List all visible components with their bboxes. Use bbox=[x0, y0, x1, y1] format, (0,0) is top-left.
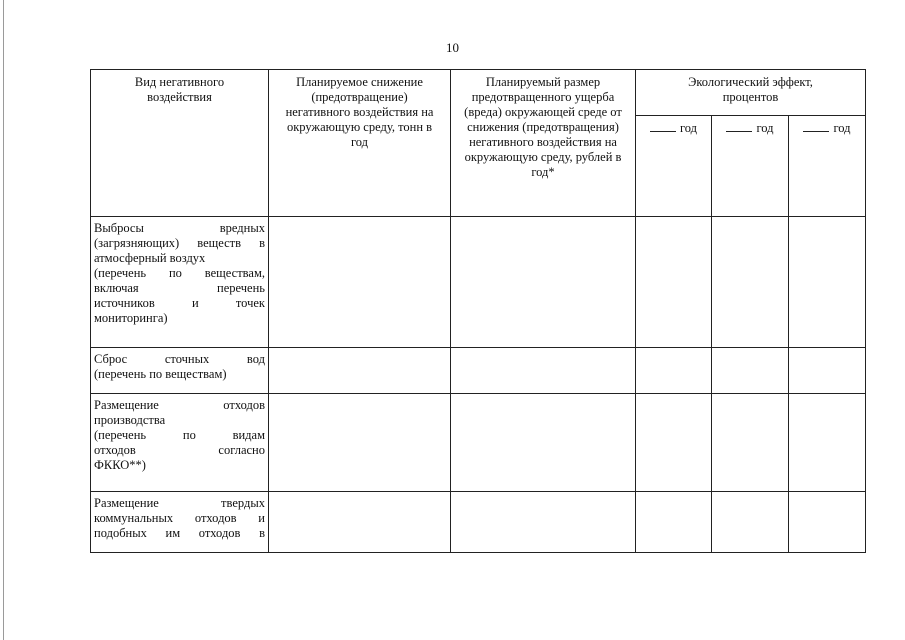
row-label-production-waste: Размещение отходов производства (перечень по видам отходов согласно ФККО**) bbox=[91, 394, 269, 492]
row-label-emissions: Выбросы вредных (загрязняющих) веществ в атмосферный воздух (перечень по веществам, включая перечень источников и точек мониторинга) bbox=[91, 217, 269, 348]
year-blank-3[interactable] bbox=[803, 120, 829, 132]
table-cell[interactable] bbox=[269, 348, 451, 394]
table-cell[interactable] bbox=[269, 217, 451, 348]
year-blank-2[interactable] bbox=[726, 120, 752, 132]
table-cell[interactable] bbox=[712, 348, 789, 394]
table-cell[interactable] bbox=[712, 394, 789, 492]
header-reduction: Планируемое снижение (предотвращение) негативного воздействия на окружающую среду, тонн в год bbox=[269, 70, 451, 217]
header-year-1: год bbox=[636, 116, 712, 217]
table-cell[interactable] bbox=[789, 394, 866, 492]
table-cell[interactable] bbox=[451, 217, 636, 348]
header-effect: Экологический эффект, процентов bbox=[636, 70, 866, 116]
row-label-municipal-waste: Размещение твердых коммунальных отходов и подобных им отходов в bbox=[91, 492, 269, 553]
table-cell[interactable] bbox=[789, 492, 866, 553]
header-type: Вид негативного воздействия bbox=[91, 70, 269, 217]
page-edge-line bbox=[3, 0, 4, 640]
header-damage: Планируемый размер предотвращенного ущерба (вреда) окружающей среде от снижения (предотвращения) негативного воздействия на окружающую среду, рублей в год* bbox=[451, 70, 636, 217]
table-cell[interactable] bbox=[636, 217, 712, 348]
impact-table bbox=[90, 69, 866, 553]
table-cell[interactable] bbox=[451, 394, 636, 492]
header-year-2: год bbox=[712, 116, 789, 217]
table-cell[interactable] bbox=[269, 492, 451, 553]
page-number: 10 bbox=[446, 40, 459, 55]
table-row bbox=[91, 348, 866, 394]
table-cell[interactable] bbox=[636, 348, 712, 394]
table-row bbox=[91, 217, 866, 348]
table-cell[interactable] bbox=[269, 394, 451, 492]
table-cell[interactable] bbox=[636, 394, 712, 492]
row-label-wastewater: Сброс сточных вод (перечень по веществам) bbox=[91, 348, 269, 394]
table-row bbox=[91, 492, 866, 553]
table-cell[interactable] bbox=[451, 348, 636, 394]
year-blank-1[interactable] bbox=[650, 120, 676, 132]
table-cell[interactable] bbox=[789, 348, 866, 394]
table-cell[interactable] bbox=[636, 492, 712, 553]
table-cell[interactable] bbox=[451, 492, 636, 553]
table-row bbox=[91, 394, 866, 492]
header-year-3: год bbox=[789, 116, 866, 217]
table-cell[interactable] bbox=[789, 217, 866, 348]
header-row bbox=[91, 70, 866, 116]
table-cell[interactable] bbox=[712, 217, 789, 348]
table-cell[interactable] bbox=[712, 492, 789, 553]
